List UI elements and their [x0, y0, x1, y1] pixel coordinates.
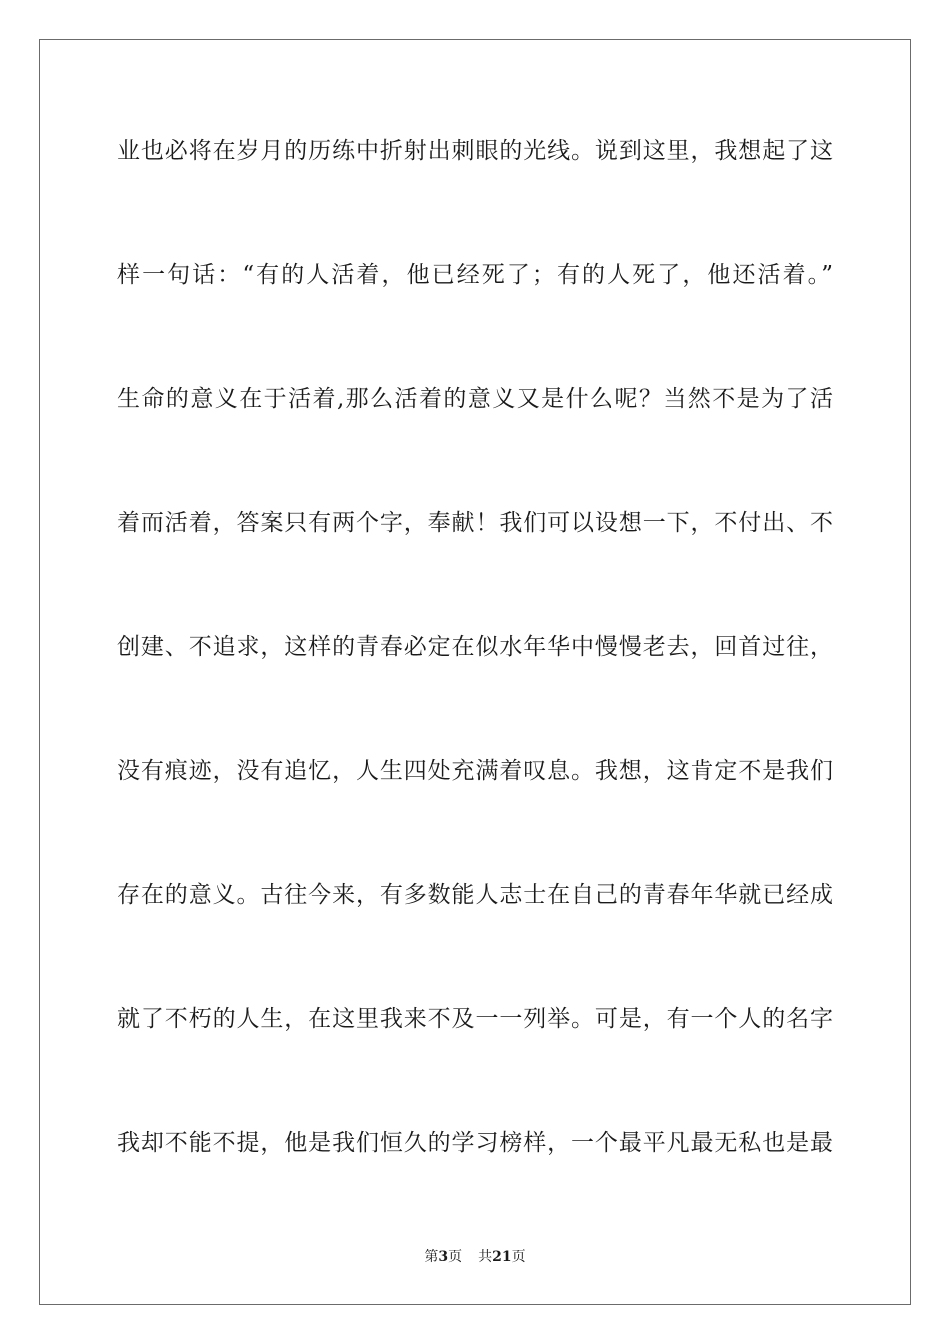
- body-text-line: 存在的意义。古往今来，有多数能人志士在自己的青春年华就已经成: [117, 882, 833, 908]
- page-border: [39, 39, 911, 1305]
- current-page-number: 3: [438, 1249, 449, 1265]
- body-text-line: 没有痕迹，没有追忆，人生四处充满着叹息。我想，这肯定不是我们: [117, 758, 833, 784]
- body-text-line: 创建、不追求，这样的青春必定在似水年华中慢慢老去，回首过往，: [117, 634, 833, 660]
- page-number-footer: [0, 1248, 950, 1266]
- body-text-line: 样一句话：“有的人活着，他已经死了；有的人死了，他还活着。”: [117, 262, 833, 288]
- total-prefix: 共: [478, 1249, 493, 1265]
- body-text-line: 着而活着，答案只有两个字，奉献！我们可以设想一下，不付出、不: [117, 510, 833, 536]
- body-text-line: 我却不能不提，他是我们恒久的学习榜样，一个最平凡最无私也是最: [117, 1130, 833, 1156]
- total-suffix: 页: [511, 1249, 526, 1265]
- page-suffix: 页: [448, 1249, 463, 1265]
- total-page-count: 21: [492, 1249, 512, 1265]
- page-prefix: 第: [424, 1249, 439, 1265]
- body-text-line: 业也必将在岁月的历练中折射出刺眼的光线。说到这里，我想起了这: [117, 138, 833, 164]
- body-text-line: 就了不朽的人生，在这里我来不及一一列举。可是，有一个人的名字: [117, 1006, 833, 1032]
- body-text-line: 生命的意义在于活着,那么活着的意义又是什么呢？当然不是为了活: [117, 386, 833, 412]
